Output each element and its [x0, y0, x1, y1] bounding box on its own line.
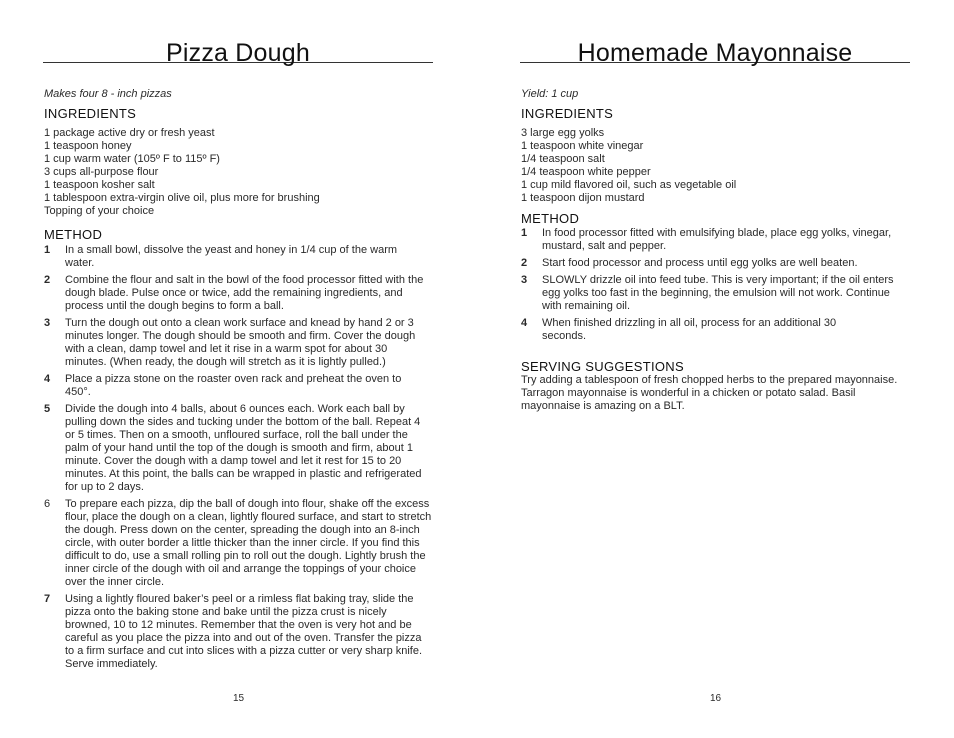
step-text: Divide the dough into 4 balls, about 6 ounces each. Work each ball by pulling down the sides and tucking under the bottom of the ball. Repeat 4 or 5 times. Then on a smooth, unfloured surface, roll the ball under the palm of your hand until the top of the dough is smooth and firm, about 1 minute. Cover the dough with a damp towel and let it rest for 15 to 20 minutes. At this point, the balls can be wrapped in plastic and refrigerated for up to 2 days.: [65, 403, 422, 493]
ingredient-item: 1/4 teaspoon white pepper: [521, 166, 651, 178]
serving-suggestions-text: Try adding a tablespoon of fresh chopped herbs to the prepared mayonnaise. Tarragon mayonnaise is wonderful in a chicken or potato salad. Basil mayonnaise is amazing on a BLT.: [521, 374, 898, 412]
ingredient-item: 1 cup mild flavored oil, such as vegetable oil: [521, 179, 737, 191]
step-text: When finished drizzling in all oil, process for an additional 30 seconds.: [542, 317, 837, 342]
left-page: [43, 0, 433, 675]
right-method-steps: [520, 227, 910, 343]
step-number: 7: [44, 593, 51, 605]
step-text: Place a pizza stone on the roaster oven rack and preheat the oven to 450°.: [65, 373, 402, 398]
step-text: SLOWLY drizzle oil into feed tube. This is very important; if the oil enters egg yolks too fast in the beginning, the emulsion will not work. Continue with remaining oil.: [542, 274, 894, 312]
step-number: 6: [44, 498, 51, 510]
method-step: [43, 244, 433, 270]
method-step: [43, 317, 433, 369]
method-step: [43, 403, 433, 494]
step-number: 2: [521, 257, 528, 269]
right-title-block: [520, 0, 910, 68]
right-method-heading: METHOD: [521, 211, 580, 226]
ingredient-item: 1 package active dry or fresh yeast: [44, 127, 215, 139]
left-yield: Makes four 8 - inch pizzas: [44, 88, 172, 100]
left-page-title: Pizza Dough: [166, 39, 310, 67]
step-text: To prepare each pizza, dip the ball of dough into flour, shake off the excess flour, place the dough on a clean, lightly floured surface, and start to stretch the dough. Press down on the center, spreading the dough into an 8-inch circle, with outer border a little thicker than the inner circle. If you find this difficult to do, use a small rolling pin to roll out the dough. Lightly brush the inner circle of the dough with oil and arrange the toppings of your choice over the inner circle.: [65, 498, 432, 588]
left-title-block: [43, 0, 433, 68]
serving-suggestions-heading: SERVING SUGGESTIONS: [521, 359, 684, 374]
ingredient-item: 1 teaspoon honey: [44, 140, 132, 152]
ingredient-item: 1 cup warm water (105º F to 115º F): [44, 153, 220, 165]
right-yield: Yield: 1 cup: [521, 88, 579, 100]
left-method-steps: [43, 244, 433, 671]
ingredient-item: Topping of your choice: [44, 205, 155, 217]
step-text: Using a lightly floured baker’s peel or a rimless flat baking tray, slide the pizza onto the baking stone and bake until the pizza crust is nicely browned, 10 to 12 minutes. Remember that the oven is very hot and be careful as you place the pizza into and out of the oven. Transfer the pizza to a firm surface and cut into slices with a pizza cutter or very sharp knife. Serve immediately.: [65, 593, 423, 670]
left-ingredients-heading: INGREDIENTS: [44, 106, 137, 121]
method-step: [520, 317, 910, 343]
step-number: 5: [44, 403, 51, 415]
step-number: 4: [521, 317, 528, 329]
method-step: [520, 227, 910, 253]
right-page-title: Homemade Mayonnaise: [577, 39, 853, 67]
ingredient-item: 3 cups all-purpose flour: [44, 166, 159, 178]
left-method-heading: METHOD: [44, 227, 103, 242]
step-text: In food processor fitted with emulsifying blade, place egg yolks, vinegar, mustard, salt and pepper.: [542, 227, 892, 252]
step-number: 1: [44, 244, 51, 256]
right-ingredients-heading: INGREDIENTS: [521, 106, 614, 121]
method-step: [43, 593, 433, 671]
step-number: 3: [521, 274, 528, 286]
step-text: In a small bowl, dissolve the yeast and honey in 1/4 cup of the warm water.: [65, 244, 398, 269]
step-text: Turn the dough out onto a clean work surface and knead by hand 2 or 3 minutes longer. The dough should be smooth and firm. Cover the dough with a clean, damp towel and let it rise in a warm spot for about 30 minutes. (When ready, the dough will stretch as it is lightly pulled.): [65, 317, 416, 368]
left-ingredient-list: [44, 127, 433, 218]
method-step: [43, 498, 433, 589]
left-page-number: 15: [233, 693, 245, 704]
method-step: [520, 257, 910, 270]
ingredient-item: 1 tablespoon extra-virgin olive oil, plus more for brushing: [44, 192, 320, 204]
method-step: [520, 274, 910, 313]
ingredient-item: 1/4 teaspoon salt: [521, 153, 605, 165]
ingredient-item: 1 teaspoon white vinegar: [521, 140, 644, 152]
right-page-number: 16: [710, 693, 722, 704]
ingredient-item: 1 teaspoon dijon mustard: [521, 192, 645, 204]
step-text: Combine the flour and salt in the bowl of the food processor fitted with the dough blade. Pulse once or twice, add the remaining ingredients, and process until the dough begins to form a ball.: [65, 274, 424, 312]
step-number: 4: [44, 373, 51, 385]
method-step: [43, 373, 433, 399]
step-text: Start food processor and process until egg yolks are well beaten.: [542, 257, 858, 269]
step-number: 2: [44, 274, 51, 286]
right-page: [520, 0, 910, 413]
right-ingredient-list: [521, 127, 910, 205]
ingredient-item: 3 large egg yolks: [521, 127, 605, 139]
method-step: [43, 274, 433, 313]
step-number: 3: [44, 317, 51, 329]
step-number: 1: [521, 227, 528, 239]
ingredient-item: 1 teaspoon kosher salt: [44, 179, 155, 191]
